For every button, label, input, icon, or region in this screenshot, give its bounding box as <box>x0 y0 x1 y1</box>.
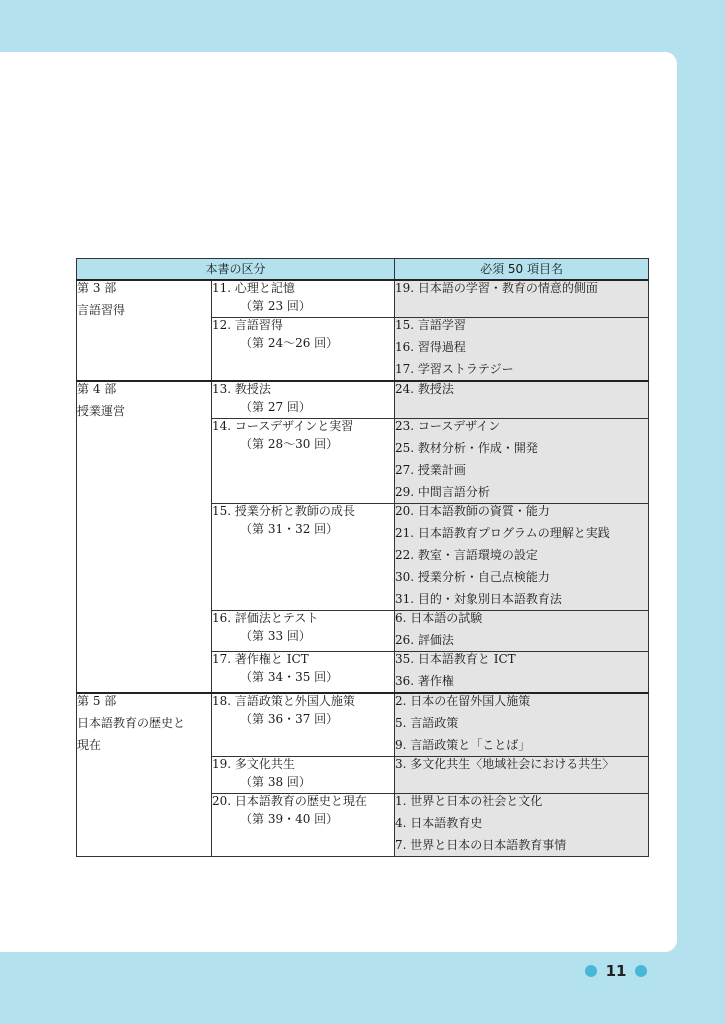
required-item: 30. 授業分析・自己点検能力 <box>395 570 550 584</box>
part-cell <box>77 381 212 693</box>
lesson-title: 15. 授業分析と教師の成長 <box>212 504 355 518</box>
required-item: 24. 教授法 <box>395 382 454 396</box>
part-title: 日本語教育の歴史と <box>77 716 186 730</box>
lesson-cell <box>212 757 395 794</box>
page-footer <box>585 961 647 981</box>
required-item: 2. 日本の在留外国人施策 <box>395 694 531 708</box>
header-required-items: 必須 50 項目名 <box>395 259 649 281</box>
required-item: 20. 日本語教師の資質・能力 <box>395 504 550 518</box>
table-header-row <box>77 259 649 281</box>
lesson-cell <box>212 611 395 652</box>
lesson-sessions: （第 31・32 回） <box>240 522 339 536</box>
table-row <box>77 280 649 318</box>
lesson-cell <box>212 419 395 504</box>
syllabus-table <box>76 258 649 857</box>
lesson-sessions: （第 36・37 回） <box>240 712 339 726</box>
table-row <box>77 693 649 757</box>
lesson-cell <box>212 794 395 857</box>
part-cell <box>77 693 212 857</box>
required-item: 35. 日本語教育と ICT <box>395 652 516 666</box>
required-item: 27. 授業計画 <box>395 463 466 477</box>
lesson-sessions: （第 34・35 回） <box>240 670 339 684</box>
table-row <box>77 381 649 419</box>
required-item: 22. 教室・言語環境の設定 <box>395 548 538 562</box>
required-item: 21. 日本語教育プログラムの理解と実践 <box>395 526 610 540</box>
part-number: 第 3 部 <box>77 281 117 295</box>
items-cell <box>395 611 649 652</box>
lesson-sessions: （第 33 回） <box>240 629 311 643</box>
lesson-title: 19. 多文化共生 <box>212 757 295 771</box>
required-item: 3. 多文化共生〈地域社会における共生〉 <box>395 757 615 771</box>
lesson-title: 13. 教授法 <box>212 382 271 396</box>
items-cell <box>395 280 649 318</box>
lesson-sessions: （第 27 回） <box>240 400 311 414</box>
lesson-sessions: （第 23 回） <box>240 299 311 313</box>
items-cell <box>395 381 649 419</box>
left-dot-icon <box>585 965 597 977</box>
required-item: 9. 言語政策と「ことば」 <box>395 738 531 752</box>
lesson-cell <box>212 652 395 694</box>
items-cell <box>395 794 649 857</box>
items-cell <box>395 652 649 694</box>
lesson-cell <box>212 381 395 419</box>
page-number: 11 <box>605 962 627 980</box>
items-cell <box>395 504 649 611</box>
required-item: 29. 中間言語分析 <box>395 485 490 499</box>
part-title: 言語習得 <box>77 303 126 317</box>
items-cell <box>395 318 649 382</box>
part-cell <box>77 280 212 381</box>
lesson-sessions: （第 24〜26 回） <box>240 336 339 350</box>
lesson-cell <box>212 280 395 318</box>
lesson-sessions: （第 28〜30 回） <box>240 437 339 451</box>
part-title: 現在 <box>77 738 102 752</box>
lesson-cell <box>212 318 395 382</box>
required-item: 17. 学習ストラテジー <box>395 362 514 376</box>
required-item: 6. 日本語の試験 <box>395 611 483 625</box>
required-item: 7. 世界と日本の日本語教育事情 <box>395 838 567 852</box>
lesson-sessions: （第 39・40 回） <box>240 812 339 826</box>
required-item: 36. 著作権 <box>395 674 454 688</box>
lesson-title: 16. 評価法とテスト <box>212 611 319 625</box>
lesson-cell <box>212 693 395 757</box>
items-cell <box>395 693 649 757</box>
lesson-title: 12. 言語習得 <box>212 318 283 332</box>
required-item: 25. 教材分析・作成・開発 <box>395 441 538 455</box>
required-item: 15. 言語学習 <box>395 318 466 332</box>
required-item: 1. 世界と日本の社会と文化 <box>395 794 543 808</box>
required-item: 5. 言語政策 <box>395 716 459 730</box>
lesson-cell <box>212 504 395 611</box>
lesson-title: 11. 心理と記憶 <box>212 281 295 295</box>
lesson-title: 20. 日本語教育の歴史と現在 <box>212 794 367 808</box>
required-item: 31. 目的・対象別日本語教育法 <box>395 592 562 606</box>
lesson-title: 14. コースデザインと実習 <box>212 419 354 433</box>
items-cell <box>395 757 649 794</box>
required-item: 19. 日本語の学習・教育の情意的側面 <box>395 281 598 295</box>
items-cell <box>395 419 649 504</box>
required-item: 26. 評価法 <box>395 633 454 647</box>
right-dot-icon <box>635 965 647 977</box>
part-number: 第 4 部 <box>77 382 117 396</box>
part-title: 授業運営 <box>77 404 126 418</box>
lesson-sessions: （第 38 回） <box>240 775 311 789</box>
required-item: 16. 習得過程 <box>395 340 466 354</box>
header-section: 本書の区分 <box>77 259 395 281</box>
part-number: 第 5 部 <box>77 694 117 708</box>
lesson-title: 18. 言語政策と外国人施策 <box>212 694 355 708</box>
required-item: 23. コースデザイン <box>395 419 501 433</box>
required-item: 4. 日本語教育史 <box>395 816 483 830</box>
lesson-title: 17. 著作権と ICT <box>212 652 309 666</box>
